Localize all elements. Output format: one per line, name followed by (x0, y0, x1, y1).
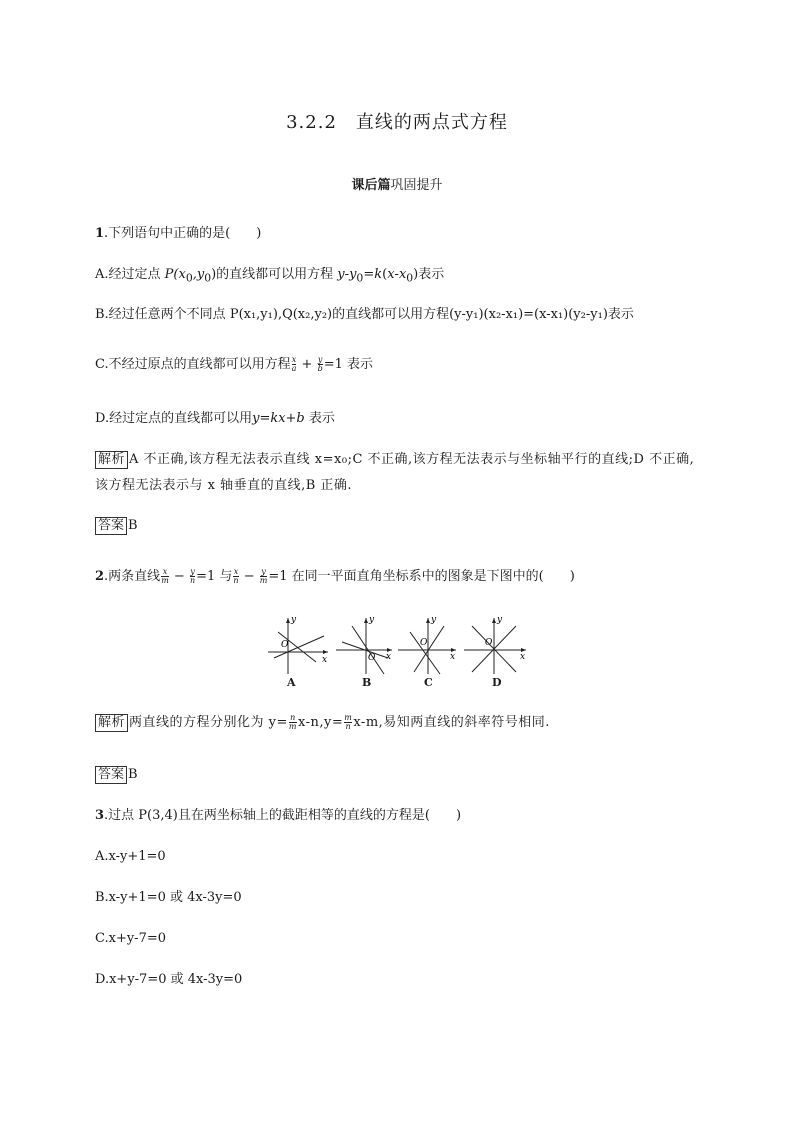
q2-stem (95, 568, 575, 586)
q1-stem (95, 225, 261, 243)
q1c-frac-num: x (291, 355, 297, 364)
q2-mid: =1 与 (196, 569, 233, 584)
answer-label: 答案 (95, 517, 127, 535)
q1a-sub1: 0 (204, 271, 212, 285)
q2-f3n: x (233, 567, 239, 576)
q1a-x3: x (398, 267, 407, 282)
q1a-text: A.经过定点 (95, 267, 165, 282)
q2-end: =1 在同一平面直角坐标系中的图象是下图中的( ) (268, 569, 575, 584)
q2-frac1 (161, 568, 169, 585)
q1a-p: P (164, 267, 174, 282)
q1a-text2: )的直线都可以用方程 (211, 267, 338, 282)
q1-analysis-text: A 不正确,该方程无法表示直线 x=x₀;C 不正确,该方程无法表示与坐标轴平行的直线;D 不正确, (129, 452, 695, 467)
q2-analysis (95, 714, 550, 732)
diagram-d-y-label: y (497, 615, 503, 625)
q1c-frac2-den: b (317, 364, 323, 373)
subtitle-bold: 课后篇 (351, 178, 391, 193)
q2-text: .两条直线 (104, 569, 161, 584)
q3-number: 3 (95, 808, 105, 823)
q1a-sub0: 0 (185, 271, 193, 285)
diagram-b-x-label: x (386, 652, 392, 662)
q3-option-b: B.x-y+1=0 或 4x-3y=0 (95, 890, 242, 905)
q3-stem (95, 807, 461, 825)
q2-f4d: m (259, 576, 268, 585)
figure-label-c: C (424, 676, 433, 689)
q2-minus1: − (169, 569, 189, 584)
diagram-c-origin: O (420, 638, 428, 648)
q2-analysis-post: x-m,易知两直线的斜率符号相同. (353, 715, 550, 730)
diagram-a-y-label: y (291, 615, 297, 625)
q1-stem-text: .下列语句中正确的是( ) (104, 226, 262, 241)
q3-option-a: A.x-y+1=0 (95, 849, 166, 864)
q2-f4n: y (261, 567, 266, 576)
q1-answer-value: B (128, 518, 138, 533)
answer-label: 答案 (95, 766, 127, 784)
q1a-paren: ( (382, 267, 388, 282)
q1c-frac-x-a (292, 356, 297, 373)
q3-option-d: D.x+y-7=0 或 4x-3y=0 (95, 972, 243, 987)
q1-answer (95, 517, 138, 535)
q1a-x: (x (173, 267, 186, 282)
q1a-k: k (374, 267, 383, 282)
diagram-d (464, 615, 526, 674)
q1-option-c (95, 356, 373, 374)
diagram-a (268, 615, 328, 674)
q1d-text: D.经过定点的直线都可以用 (95, 411, 253, 426)
page-title: 3.2.2 直线的两点式方程 (286, 112, 508, 133)
q2-frac4 (260, 568, 268, 585)
figure-label-d: D (492, 676, 502, 689)
section-subtitle (0, 174, 794, 193)
q2-f1d: m (161, 576, 169, 585)
q1d-eq: y=kx+b (252, 411, 305, 426)
q1-option-b: B.经过任意两个不同点 P(x₁,y₁),Q(x₂,y₂)的直线都可以用方程(y-y₁)(x₂-x₁)=(x-x₁)(y₂-y₁)表示 (95, 307, 634, 322)
q2-minus2: − (239, 569, 259, 584)
q1a-sub2: 0 (356, 271, 364, 285)
q2-an1d: m (288, 722, 297, 731)
q2-f2n: y (190, 567, 195, 576)
q1-option-d (95, 410, 335, 428)
q3-stem-text: .过点 P(3,4)且在两坐标轴上的截距相等的直线的方程是( ) (104, 808, 462, 823)
q1-option-a (95, 266, 444, 288)
diagram-d-x-label: x (520, 652, 526, 662)
q2-answer (95, 766, 138, 784)
q1a-minus2: - (394, 267, 399, 282)
q2-analysis-pre: 两直线的方程分别化为 y= (129, 715, 288, 730)
q1c-plus: + (297, 357, 317, 372)
q1c-text: C.不经过原点的直线都可以用方程 (95, 357, 291, 372)
q3-option-c: C.x+y-7=0 (95, 931, 167, 946)
q2-analysis-mid: x-n,y= (297, 715, 344, 730)
q1a-sub3: 0 (406, 271, 414, 285)
q1c-frac2-num: y (317, 355, 323, 364)
figure-label-b: B (362, 676, 372, 689)
q2-frac2 (190, 568, 195, 585)
analysis-label: 解析 (95, 714, 128, 732)
q1a-eq: = (363, 267, 375, 282)
diagram-b-y-label: y (369, 615, 375, 625)
q2-frac3 (233, 568, 238, 585)
diagram-b-origin: O (368, 653, 376, 663)
q2-f3d: n (233, 576, 239, 585)
q1a-y2: y (337, 267, 345, 282)
q2-f1n: x (162, 567, 168, 576)
diagram-a-origin: O (281, 640, 289, 650)
q2-number: 2 (95, 569, 105, 584)
figure-label-a: A (287, 676, 296, 689)
diagram-a-x-label: x (322, 655, 328, 665)
q1a-minus: - (344, 267, 350, 282)
q2-analysis-frac1 (289, 714, 297, 731)
q1a-end: )表示 (413, 267, 445, 282)
q2-f2d: n (189, 576, 196, 585)
q1c-frac-den: a (291, 364, 297, 373)
q1a-y: ,y (192, 267, 205, 282)
diagram-c-y-label: y (431, 615, 437, 625)
q2-answer-value: B (128, 767, 138, 782)
diagram-d-origin: O (485, 638, 493, 648)
q2-an1n: n (290, 713, 296, 722)
q1-analysis-line2: 该方程无法表示与 x 轴垂直的直线,B 正确. (95, 478, 353, 493)
diagram-b (336, 615, 392, 674)
diagram-c-x-label: x (450, 652, 456, 662)
q2-analysis-frac2 (344, 714, 352, 731)
q1-number: 1 (95, 226, 105, 241)
q2-an2d: n (345, 722, 352, 731)
q1-analysis (95, 451, 694, 469)
q1a-y3: y (349, 267, 357, 282)
q1a-x2: x (387, 267, 395, 282)
q1d-end: 表示 (304, 411, 335, 426)
q2-an2n: m (344, 713, 353, 722)
q1c-frac-y-b (318, 356, 323, 373)
subtitle-rest: 巩固提升 (390, 178, 443, 193)
diagram-c (398, 615, 456, 674)
q1c-end: =1 表示 (323, 357, 373, 372)
analysis-label: 解析 (95, 451, 128, 469)
